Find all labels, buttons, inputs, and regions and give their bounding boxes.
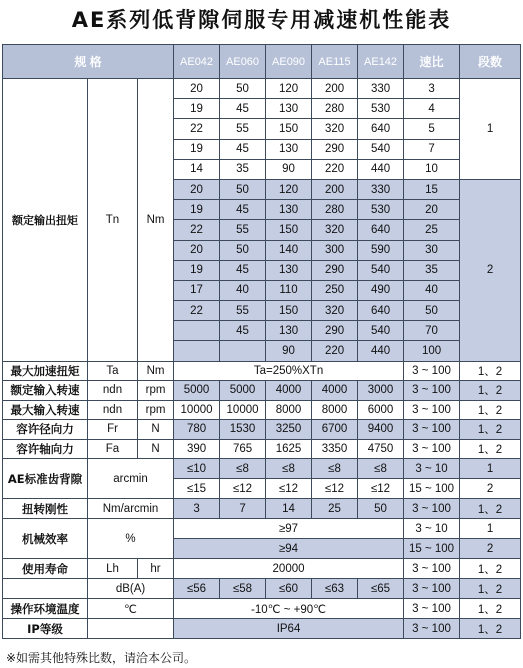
value-cell: 320 — [312, 301, 358, 321]
value-cell: 530 — [358, 99, 404, 119]
value-cell: 130 — [266, 99, 312, 119]
stage-cell: 1、2 — [460, 499, 521, 519]
stage-cell: 1、2 — [460, 420, 521, 440]
unit-cell: dB(A) — [88, 579, 174, 599]
value-cell: 280 — [312, 99, 358, 119]
ratio-cell: 3 ~ 10 — [404, 459, 460, 479]
row-label: 额定输出扭矩 — [3, 79, 88, 362]
value-cell: 5000 — [220, 381, 266, 401]
stage-cell: 1、2 — [460, 599, 521, 619]
value-cell: 250 — [312, 280, 358, 300]
value-cell: 4000 — [266, 381, 312, 401]
value-cell: 530 — [358, 200, 404, 220]
value-cell: 10000 — [174, 400, 220, 420]
value-cell: 140 — [266, 240, 312, 260]
symbol-cell: Tn — [88, 79, 138, 362]
value-cell: ≤8 — [266, 459, 312, 479]
value-cell: ≤12 — [312, 479, 358, 499]
value-cell: -10℃ ~ +90℃ — [174, 599, 404, 619]
value-cell: 45 — [220, 321, 266, 341]
ratio-cell: 5 — [404, 119, 460, 139]
value-cell: 200 — [312, 179, 358, 199]
row-label: 最大加速扭矩 — [3, 361, 88, 381]
value-cell: ≤65 — [358, 579, 404, 599]
performance-table — [2, 44, 521, 639]
value-cell: 8000 — [266, 400, 312, 420]
row-label: 容许轴向力 — [3, 439, 88, 459]
value-cell: 20 — [174, 79, 220, 99]
table-row — [3, 619, 521, 639]
value-cell: 3250 — [266, 420, 312, 440]
unit-cell: % — [88, 519, 174, 559]
value-cell: 540 — [358, 139, 404, 159]
ratio-cell: 3 ~ 100 — [404, 420, 460, 440]
value-cell: 25 — [312, 499, 358, 519]
value-cell: 17 — [174, 280, 220, 300]
table-row — [3, 79, 521, 99]
unit-cell: hr — [138, 559, 174, 579]
stage-cell: 1、2 — [460, 619, 521, 639]
unit-cell: rpm — [138, 381, 174, 401]
value-cell: 130 — [266, 321, 312, 341]
value-cell: 50 — [358, 499, 404, 519]
value-cell: 130 — [266, 200, 312, 220]
value-cell: 3000 — [358, 381, 404, 401]
value-cell: ≤10 — [174, 459, 220, 479]
value-cell: 35 — [220, 159, 266, 179]
table-row — [3, 439, 521, 459]
ratio-cell: 4 — [404, 99, 460, 119]
value-cell: 45 — [220, 200, 266, 220]
value-cell: 55 — [220, 220, 266, 240]
value-cell: 220 — [312, 341, 358, 361]
value-cell: 130 — [266, 139, 312, 159]
row-label: 扭转刚性 — [3, 499, 88, 519]
ratio-cell: 50 — [404, 301, 460, 321]
value-cell: 640 — [358, 119, 404, 139]
value-cell: 540 — [358, 321, 404, 341]
value-cell: ≤60 — [266, 579, 312, 599]
ratio-header: 速比 — [404, 45, 460, 79]
value-cell: 20 — [174, 179, 220, 199]
value-cell: 20 — [174, 240, 220, 260]
stage-cell: 1 — [460, 519, 521, 539]
ratio-cell: 35 — [404, 260, 460, 280]
value-cell: Ta=250%XTn — [174, 361, 404, 381]
table-row — [3, 499, 521, 519]
value-cell: 20000 — [174, 559, 404, 579]
stage-cell: 1、2 — [460, 439, 521, 459]
stage-cell: 1 — [460, 459, 521, 479]
row-label: 使用寿命 — [3, 559, 88, 579]
stage-cell: 2 — [460, 479, 521, 499]
ratio-cell: 3 ~ 100 — [404, 439, 460, 459]
value-cell: ≤56 — [174, 579, 220, 599]
value-cell: IP64 — [174, 619, 404, 639]
table-row — [3, 459, 521, 479]
unit-cell: Nm — [138, 361, 174, 381]
stage-cell: 2 — [460, 539, 521, 559]
value-cell: 19 — [174, 139, 220, 159]
value-cell: 22 — [174, 220, 220, 240]
value-cell: 150 — [266, 220, 312, 240]
value-cell: 3 — [174, 499, 220, 519]
model-header: AE060 — [220, 45, 266, 79]
unit-cell: N — [138, 420, 174, 440]
value-cell: 9400 — [358, 420, 404, 440]
spec-header: 规 格 — [3, 45, 174, 79]
value-cell: 1625 — [266, 439, 312, 459]
symbol-cell: ndn — [88, 381, 138, 401]
symbol-cell: Fr — [88, 420, 138, 440]
value-cell: 90 — [266, 341, 312, 361]
value-cell: 1530 — [220, 420, 266, 440]
value-cell: ≥97 — [174, 519, 404, 539]
unit-cell — [88, 619, 174, 639]
value-cell: 120 — [266, 79, 312, 99]
model-header: AE042 — [174, 45, 220, 79]
value-cell: 3350 — [312, 439, 358, 459]
ratio-cell: 100 — [404, 341, 460, 361]
value-cell: 490 — [358, 280, 404, 300]
value-cell: 540 — [358, 260, 404, 280]
ratio-cell: 3 ~ 100 — [404, 381, 460, 401]
value-cell: ≤12 — [266, 479, 312, 499]
ratio-cell: 70 — [404, 321, 460, 341]
row-label: 容许径向力 — [3, 420, 88, 440]
ratio-cell: 3 ~ 100 — [404, 599, 460, 619]
value-cell: 4000 — [312, 381, 358, 401]
ratio-cell: 3 ~ 100 — [404, 579, 460, 599]
table-row — [3, 420, 521, 440]
unit-cell: arcmin — [88, 459, 174, 499]
value-cell: 22 — [174, 301, 220, 321]
value-cell: 6700 — [312, 420, 358, 440]
table-row — [3, 519, 521, 539]
value-cell: 45 — [220, 260, 266, 280]
value-cell: 440 — [358, 341, 404, 361]
value-cell: 150 — [266, 119, 312, 139]
unit-cell: N — [138, 439, 174, 459]
unit-cell: ℃ — [88, 599, 174, 619]
value-cell: ≤58 — [220, 579, 266, 599]
value-cell: 10000 — [220, 400, 266, 420]
value-cell: 7 — [220, 499, 266, 519]
header-row — [3, 45, 521, 79]
row-label: IP等级 — [3, 619, 88, 639]
table-row — [3, 579, 521, 599]
page-title: AE系列低背隙伺服专用减速机性能表 — [71, 8, 452, 32]
symbol-cell: Fa — [88, 439, 138, 459]
value-cell: 320 — [312, 220, 358, 240]
value-cell: 640 — [358, 301, 404, 321]
ratio-cell: 3 ~ 100 — [404, 400, 460, 420]
value-cell: 50 — [220, 240, 266, 260]
value-cell: 55 — [220, 119, 266, 139]
value-cell: 290 — [312, 139, 358, 159]
unit-cell: Nm/arcmin — [88, 499, 174, 519]
value-cell — [220, 341, 266, 361]
stage-cell: 1、2 — [460, 381, 521, 401]
ratio-cell: 3 — [404, 79, 460, 99]
value-cell: 45 — [220, 99, 266, 119]
value-cell: 300 — [312, 240, 358, 260]
value-cell: 290 — [312, 321, 358, 341]
value-cell: ≤8 — [312, 459, 358, 479]
value-cell: 110 — [266, 280, 312, 300]
value-cell: 320 — [312, 119, 358, 139]
stage-cell: 2 — [460, 179, 521, 361]
value-cell: 220 — [312, 159, 358, 179]
value-cell: 280 — [312, 200, 358, 220]
value-cell — [174, 341, 220, 361]
value-cell: 590 — [358, 240, 404, 260]
value-cell: 19 — [174, 260, 220, 280]
stage-cell: 1 — [460, 79, 521, 180]
value-cell: 765 — [220, 439, 266, 459]
ratio-cell: 15 ~ 100 — [404, 539, 460, 559]
value-cell: 5000 — [174, 381, 220, 401]
value-cell: 6000 — [358, 400, 404, 420]
stage-cell: 1、2 — [460, 579, 521, 599]
ratio-cell: 3 ~ 100 — [404, 559, 460, 579]
value-cell: 330 — [358, 179, 404, 199]
row-label — [3, 579, 88, 599]
value-cell: 640 — [358, 220, 404, 240]
table-row — [3, 400, 521, 420]
ratio-cell: 40 — [404, 280, 460, 300]
value-cell: 50 — [220, 79, 266, 99]
value-cell: 290 — [312, 260, 358, 280]
symbol-cell: Ta — [88, 361, 138, 381]
row-label: 机械效率 — [3, 519, 88, 559]
symbol-cell: ndn — [88, 400, 138, 420]
stage-cell: 1、2 — [460, 361, 521, 381]
ratio-cell: 15 ~ 100 — [404, 479, 460, 499]
value-cell: 40 — [220, 280, 266, 300]
value-cell: 14 — [266, 499, 312, 519]
stage-header: 段数 — [460, 45, 521, 79]
value-cell: ≤63 — [312, 579, 358, 599]
value-cell: 19 — [174, 200, 220, 220]
table-body — [3, 45, 521, 639]
ratio-cell: 3 ~ 100 — [404, 619, 460, 639]
table-row — [3, 559, 521, 579]
table-row — [3, 361, 521, 381]
footnote: ※如需其他特殊比数，请洽本公司。 — [6, 651, 197, 665]
row-label: 额定输入转速 — [3, 381, 88, 401]
value-cell: 150 — [266, 301, 312, 321]
value-cell: 330 — [358, 79, 404, 99]
ratio-cell: 10 — [404, 159, 460, 179]
table-row — [3, 599, 521, 619]
value-cell: 200 — [312, 79, 358, 99]
value-cell: 55 — [220, 301, 266, 321]
value-cell: 4750 — [358, 439, 404, 459]
value-cell: ≤15 — [174, 479, 220, 499]
row-label: 最大输入转速 — [3, 400, 88, 420]
ratio-cell: 3 ~ 10 — [404, 519, 460, 539]
unit-cell: Nm — [138, 79, 174, 362]
value-cell — [174, 321, 220, 341]
value-cell: 50 — [220, 179, 266, 199]
value-cell: 14 — [174, 159, 220, 179]
model-header: AE115 — [312, 45, 358, 79]
ratio-cell: 3 ~ 100 — [404, 499, 460, 519]
ratio-cell: 7 — [404, 139, 460, 159]
value-cell: 390 — [174, 439, 220, 459]
value-cell: 45 — [220, 139, 266, 159]
value-cell: 130 — [266, 260, 312, 280]
value-cell: 440 — [358, 159, 404, 179]
value-cell: 90 — [266, 159, 312, 179]
value-cell: 22 — [174, 119, 220, 139]
row-label: AE标准齿背隙 — [3, 459, 88, 499]
model-header: AE090 — [266, 45, 312, 79]
stage-cell: 1、2 — [460, 400, 521, 420]
row-label: 操作环境温度 — [3, 599, 88, 619]
value-cell: ≤12 — [358, 479, 404, 499]
value-cell: 19 — [174, 99, 220, 119]
table-row — [3, 381, 521, 401]
stage-cell: 1、2 — [460, 559, 521, 579]
ratio-cell: 25 — [404, 220, 460, 240]
value-cell: ≤8 — [358, 459, 404, 479]
value-cell: 8000 — [312, 400, 358, 420]
ratio-cell: 20 — [404, 200, 460, 220]
ratio-cell: 30 — [404, 240, 460, 260]
ratio-cell: 3 ~ 100 — [404, 361, 460, 381]
value-cell: ≤12 — [220, 479, 266, 499]
value-cell: ≥94 — [174, 539, 404, 559]
symbol-cell: Lh — [88, 559, 138, 579]
value-cell: 780 — [174, 420, 220, 440]
model-header: AE142 — [358, 45, 404, 79]
value-cell: ≤8 — [220, 459, 266, 479]
unit-cell: rpm — [138, 400, 174, 420]
ratio-cell: 15 — [404, 179, 460, 199]
value-cell: 120 — [266, 179, 312, 199]
